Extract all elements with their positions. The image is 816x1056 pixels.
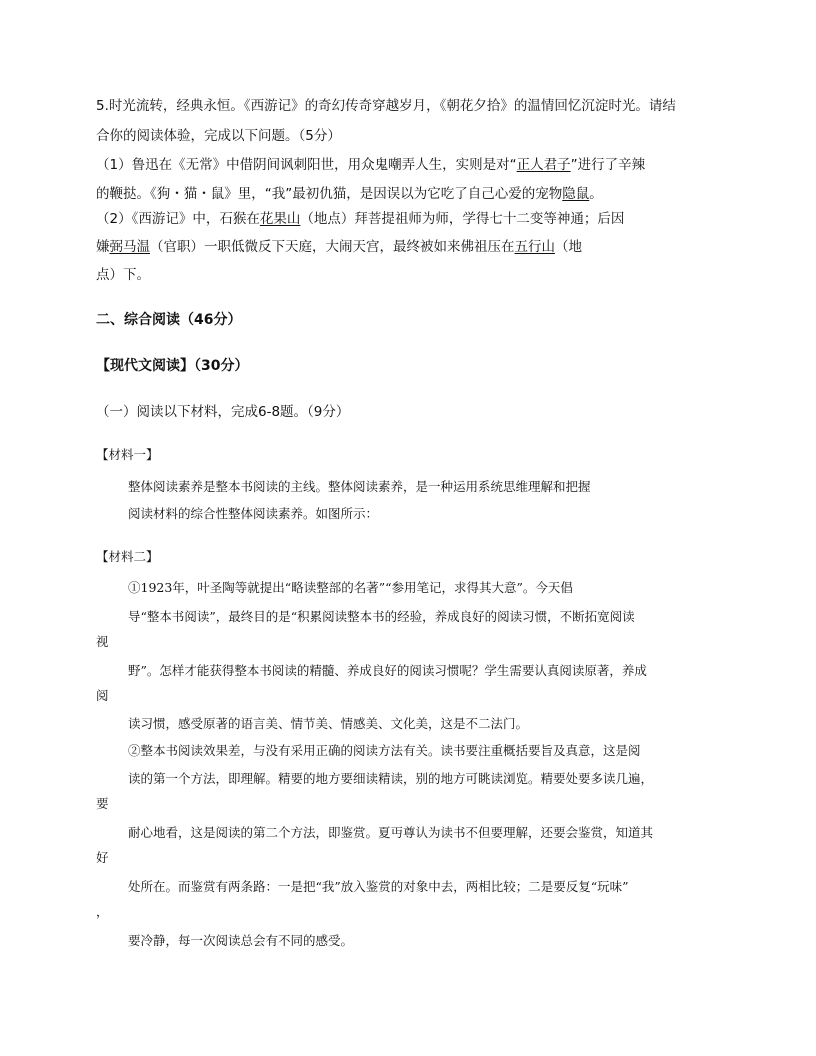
material2-line-5: ②整本书阅读效果差，与没有采用正确的阅读方法有关。读书要注重概括要旨及真意，这是阅 (128, 743, 641, 758)
q5-p1-answer-yinshu: 隐鼠 (562, 186, 590, 202)
material1-line-2: 阅读材料的综合性整体阅读素养。如图所示： (128, 506, 379, 521)
material2-line-4: 读习惯，感受原著的语言美、情节美、情感美、文化美，这是不二法门。 (128, 716, 529, 731)
material2-line-3: 野”。怎样才能获得整本书阅读的精髓、养成良好的阅读习惯呢？学生需要认真阅读原著，养成 (128, 663, 647, 678)
q5-p2-answer-wuxingshan: 五行山 (514, 239, 555, 255)
q5-p2-text-d: （官职）一职低微反下天庭，大闹天宫，最终被如来佛祖压在 (150, 239, 515, 255)
q5-part2-line1 (96, 210, 624, 228)
modern-reading-title: 【现代文阅读】（30分） (96, 358, 249, 374)
q5-part2-line3: 点）下。 (96, 267, 150, 283)
q5-p1-text-d: 。 (589, 186, 603, 202)
q5-p2-answer-bimawen: 弼马温 (109, 239, 150, 255)
material2-line-7-wrap: 好 (96, 850, 109, 865)
q5-p1-text-c: 的鞭挞。《狗・猫・鼠》里，“我”最初仇猫，是因误以为它吃了自己心爱的宠物 (96, 186, 563, 202)
q5-part1-line1 (96, 156, 645, 174)
q5-p2-text-e: （地 (555, 239, 582, 255)
part1-intro: （一）阅读以下材料，完成6-8题。（9分） (96, 404, 350, 420)
q5-p2-text-c: 嫌 (96, 239, 110, 255)
material2-line-9: 要冷静，每一次阅读总会有不同的感受。 (128, 933, 354, 948)
q5-part1-line2 (96, 185, 603, 203)
material2-line-6: 读的第一个方法，即理解。精要的地方要细读精读，别的地方可眺读浏览。精要处要多读几遍， (128, 771, 654, 786)
material2-line-8: 处所在。而鉴赏有两条路：一是把“我”放入鉴赏的对象中去，两相比较；二是要反复“玩味” (128, 879, 629, 894)
q5-p1-answer-zhengrenjunzi: 正人君子 (516, 157, 571, 173)
material1-title: 【材料一】 (96, 447, 159, 462)
q5-line-1: 5.时光流转，经典永恒。《西游记》的奇幻传奇穿越岁月，《朝花夕拾》的温情回忆沉淀时光。请结 (96, 98, 676, 114)
q5-p2-text-a: （2）《西游记》中，石猴在 (96, 211, 260, 227)
q5-p1-text-b: ”进行了辛辣 (570, 157, 646, 173)
q5-part2-line2 (96, 238, 582, 256)
q5-p2-answer-huaguoshan: 花果山 (259, 211, 301, 227)
material2-line-1: ①1923年，叶圣陶等就提出“略读整部的名著”“参用笔记，求得其大意”。今天倡 (128, 580, 573, 595)
section2-title: 二、综合阅读（46分） (96, 312, 242, 328)
q5-line-2: 合你的阅读体验，完成以下问题。（5分） (96, 128, 341, 144)
q5-p1-text-a: （1）鲁迅在《无常》中借阴间讽刺阳世，用众鬼嘲弄人生，实则是对“ (96, 157, 517, 173)
material2-line-7: 耐心地看，这是阅读的第二个方法，即鉴赏。夏丏尊认为读书不但要理解，还要会鉴赏，知道其 (128, 825, 654, 840)
material2-line-2: 导“整本书阅读”，最终目的是“积累阅读整本书的经验，养成良好的阅读习惯，不断拓宽阅读 (128, 609, 635, 624)
q5-p2-text-b: （地点）拜菩提祖师为师，学得七十二变等神通；后因 (300, 211, 625, 227)
material2-line-6-wrap: 要 (96, 796, 109, 811)
material1-line-1: 整体阅读素养是整本书阅读的主线。整体阅读素养，是一种运用系统思维理解和把握 (128, 479, 591, 494)
material2-line-8-wrap: ， (96, 904, 109, 919)
material2-line-3-wrap: 阅 (96, 688, 109, 703)
material2-title: 【材料二】 (96, 549, 159, 564)
material2-line-2-wrap: 视 (96, 634, 109, 649)
